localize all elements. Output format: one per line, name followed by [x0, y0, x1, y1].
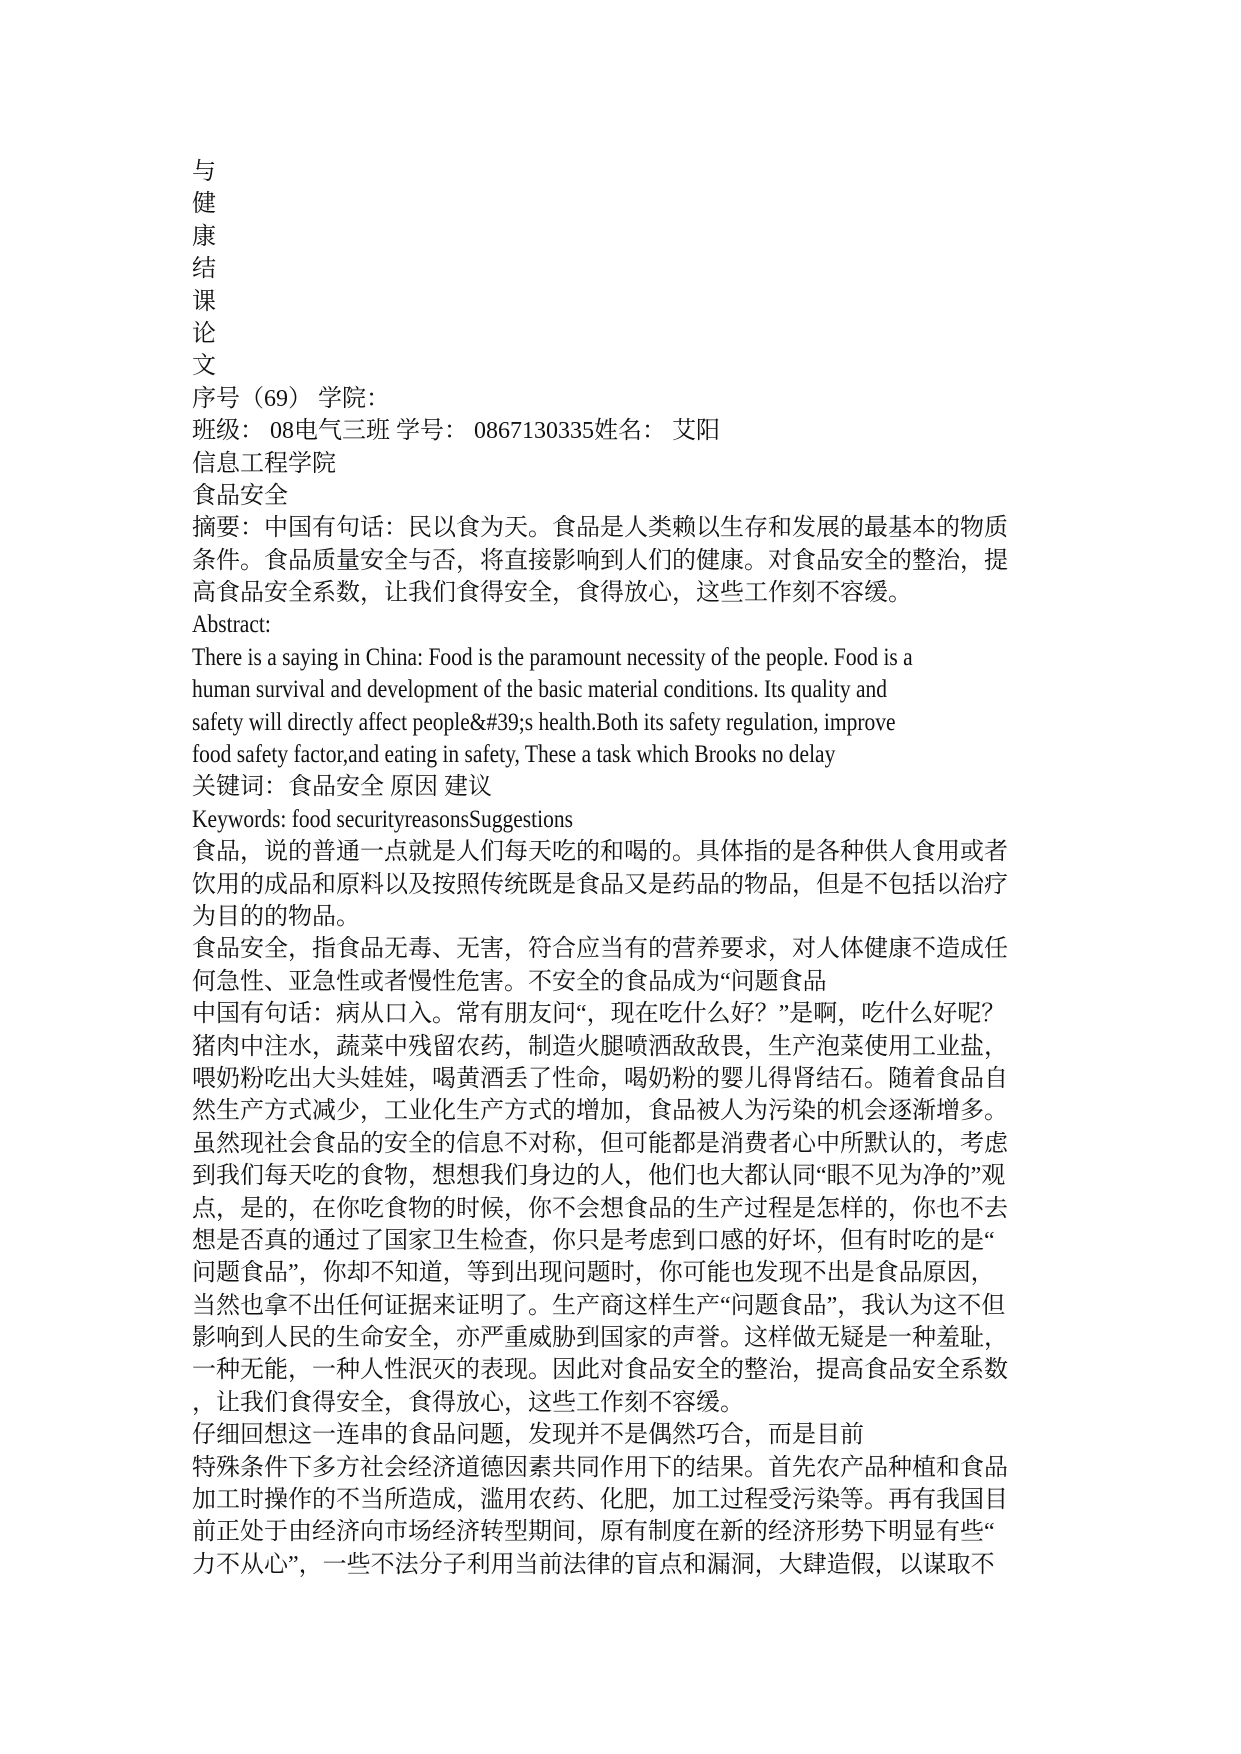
abstract-en-label: Abstract: [192, 611, 271, 639]
body-line: 特殊条件下多方社会经济道德因素共同作用下的结果。首先农产品种植和食品 [192, 1454, 1008, 1481]
title-char: 论 [192, 320, 216, 347]
keywords-en: Keywords: food securityreasonsSuggestions [192, 805, 573, 833]
title-char: 康 [192, 223, 216, 250]
body-line: 饮用的成品和原料以及按照传统既是食品又是药品的物品，但是不包括以治疗 [192, 871, 1008, 898]
body-paragraph [192, 998, 1052, 1419]
vertical-title [192, 156, 1052, 383]
abstract-cn-line: 摘要：中国有句话：民以食为天。食品是人类赖以生存和发展的最基本的物质 [192, 515, 1008, 542]
title-char: 与 [192, 159, 216, 185]
body-line: 想是否真的通过了国家卫生检查，你只是考虑到口感的好坏，但有时吃的是“ [192, 1227, 995, 1254]
college-name: 信息工程学院 [192, 450, 336, 477]
title-char: 健 [192, 191, 216, 218]
body-line: 加工时操作的不当所造成，滥用农药、化肥，加工过程受污染等。再有我国目 [192, 1487, 1008, 1514]
keywords [192, 771, 1052, 836]
body-paragraph [192, 933, 1052, 998]
class-id-name-line: 班级： 08电气三班 学号： 0867130335姓名： 艾阳 [192, 418, 720, 445]
body-line: 然生产方式减少，工业化生产方式的增加，食品被人为污染的机会逐渐增多。 [192, 1098, 1008, 1125]
body-line: 猪肉中注水，蔬菜中残留农药，制造火腿喷洒敌敌畏，生产泡菜使用工业盐， [192, 1033, 1008, 1060]
keywords-cn: 关键词：食品安全 原因 建议 [192, 774, 492, 801]
paper-topic: 食品安全 [192, 482, 288, 509]
abstract-chinese [192, 512, 1052, 609]
body-line: 影响到人民的生命安全，亦严重威胁到国家的声誉。这样做无疑是一种羞耻， [192, 1325, 1008, 1352]
abstract-cn-line: 条件。食品质量安全与否，将直接影响到人们的健康。对食品安全的整治，提 [192, 547, 1008, 574]
title-char: 课 [192, 288, 216, 315]
body-line: 当然也拿不出任何证据来证明了。生产商这样生产“问题食品”，我认为这不但 [192, 1292, 1006, 1319]
serial-college-line: 序号（69） 学院： [192, 385, 390, 412]
document-content [192, 156, 1052, 1581]
body-line: 何急性、亚急性或者慢性危害。不安全的食品成为“问题食品 [192, 968, 827, 995]
abstract-cn-line: 高食品安全系数，让我们食得安全，食得放心，这些工作刻不容缓。 [192, 580, 912, 607]
body-line: 力不从心”，一些不法分子利用当前法律的盲点和漏洞，大肆造假，以谋取不 [192, 1551, 995, 1578]
body-line: 为目的的物品。 [192, 903, 360, 930]
body-line: 点，是的，在你吃食物的时候，你不会想食品的生产过程是怎样的，你也不去 [192, 1195, 1008, 1222]
body-line: 前正处于由经济向市场经济转型期间，原有制度在新的经济形势下明显有些“ [192, 1519, 995, 1546]
body-line: 虽然现社会食品的安全的信息不对称，但可能都是消费者心中所默认的，考虑 [192, 1130, 1008, 1157]
body-line: ，让我们食得安全，食得放心，这些工作刻不容缓。 [192, 1389, 744, 1416]
body-line: 仔细回想这一连串的食品问题，发现并不是偶然巧合，而是目前 [192, 1422, 864, 1449]
abstract-en-line: food safety factor,and eating in safety, These a task which Brooks no delay [192, 741, 836, 769]
abstract-english [192, 609, 1052, 771]
student-info [192, 383, 1052, 513]
body-line: 一种无能，一种人性泯灭的表现。因此对食品安全的整治，提高食品安全系数 [192, 1357, 1008, 1384]
body-line: 食品安全，指食品无毒、无害，符合应当有的营养要求，对人体健康不造成任 [192, 936, 1008, 963]
body-line: 问题食品”，你却不知道，等到出现问题时，你可能也发现不出是食品原因， [192, 1260, 995, 1287]
abstract-en-line: There is a saying in China: Food is the paramount necessity of the people. Food is a [192, 643, 913, 671]
body-paragraph [192, 1452, 1052, 1582]
body-paragraph [192, 1419, 1052, 1451]
title-char: 结 [192, 256, 216, 283]
abstract-en-line: human survival and development of the basic material conditions. Its quality and [192, 676, 888, 704]
body-line: 到我们每天吃的食物，想想我们身边的人，他们也大都认同“眼不见为净的”观 [192, 1163, 1006, 1190]
body-line: 喂奶粉吃出大头娃娃，喝黄酒丢了性命，喝奶粉的婴儿得肾结石。随着食品自 [192, 1065, 1008, 1092]
abstract-en-line: safety will directly affect people&#39;s health.Both its safety regulation, improve [192, 708, 896, 736]
body-paragraph [192, 836, 1052, 933]
body-line: 食品，说的普通一点就是人们每天吃的和喝的。具体指的是各种供人食用或者 [192, 839, 1008, 866]
body-line: 中国有句话：病从口入。常有朋友问“，现在吃什么好？”是啊，吃什么好呢？ [192, 1001, 1006, 1028]
title-char: 文 [192, 353, 216, 380]
